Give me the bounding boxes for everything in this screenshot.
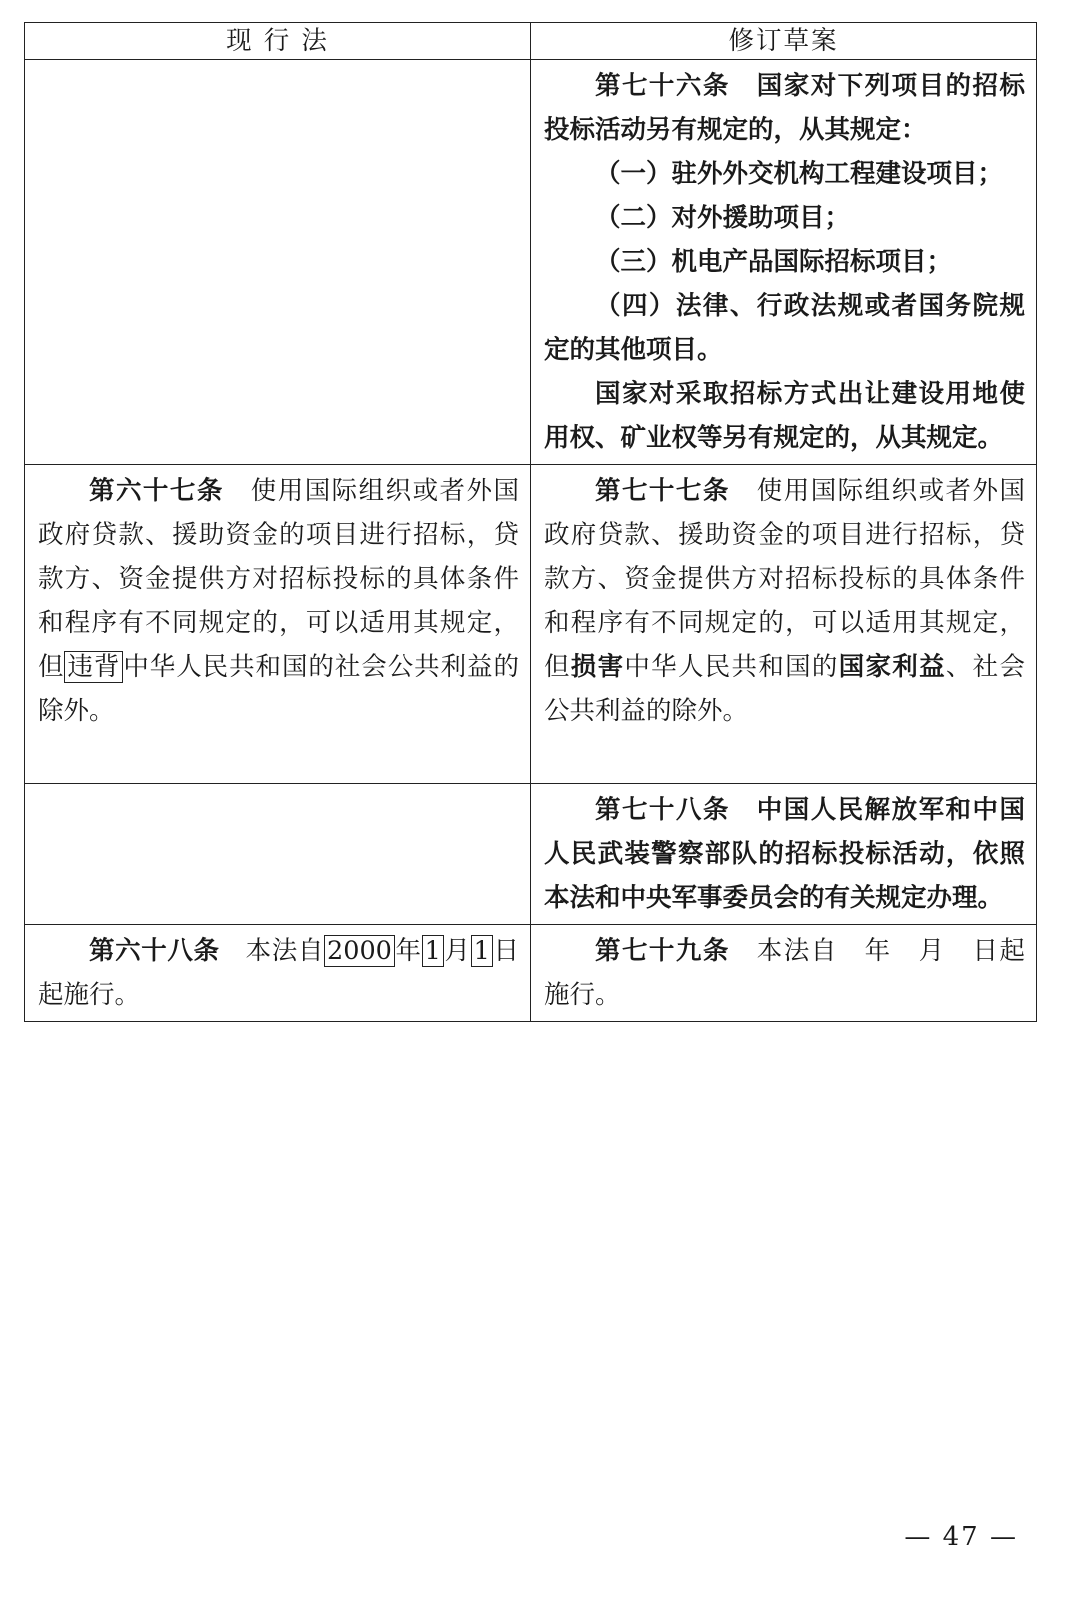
article-68-text-2: 年 [394,936,422,966]
article-76-item-2: （二）对外援助项目； [595,203,851,233]
article-76-heading: 第七十六条 [595,71,730,101]
comparison-table [24,22,1037,1022]
boxed-year: 2000 [324,935,395,967]
article-77-bold-change-1: 损害 [570,652,625,682]
article-67-text-after: 中华人民共和国的社会公共利益的除外。 [38,652,519,726]
article-68-text-1: 本法自 [245,936,325,966]
article-67-paragraph [38,469,519,733]
article-77-text-mid: 中华人民共和国的 [624,652,839,682]
article-77-bold-change-2: 国家利益 [838,652,946,682]
table-row [25,784,1037,925]
article-68-paragraph [38,929,519,1017]
article-76-item-1: （一）驻外外交机构工程建设项目； [595,159,1004,189]
article-67-text-before: 使用国际组织或者外国政府贷款、援助资金的项目进行招标，贷款方、资金提供方对招标投标的具体条件和程序有不同规定的，可以适用其规定，但 [38,476,519,682]
draft-cell-article-78 [531,784,1037,925]
header-draft-revision: 修订草案 [531,23,1037,60]
draft-cell-article-77 [531,465,1037,784]
draft-cell-article-79 [531,925,1037,1022]
article-79-text: 本法自 年 月 日起施行。 [544,936,1025,1010]
header-current-law: 现 行 法 [25,23,531,60]
page-number-text: — 47 — [904,1522,1018,1552]
table-row [25,60,1037,465]
boxed-day: 1 [471,935,493,967]
article-76-extra: 国家对采取招标方式出让建设用地使用权、矿业权等另有规定的，从其规定。 [544,379,1025,453]
current-law-cell-article-68 [25,925,531,1022]
article-77-text-after: 、社会公共利益的除外。 [544,652,1025,726]
article-77-heading: 第七十七条 [595,476,730,506]
article-76-intro: 国家对下列项目的招标投标活动另有规定的，从其规定： [544,71,1025,145]
current-law-cell-empty [25,784,531,925]
article-79-paragraph [544,929,1025,1017]
article-78-heading: 第七十八条 [595,795,730,825]
article-76-paragraph [544,64,1025,152]
boxed-change-marker: 违背 [64,651,123,683]
article-76-item-3: （三）机电产品国际招标项目； [595,247,953,277]
article-68-text-4: 日起施行。 [38,936,519,1010]
article-76-item-4: （四）法律、行政法规或者国务院规定的其他项目。 [544,291,1025,365]
article-77-paragraph [544,469,1025,733]
table-header-row [25,23,1037,60]
table-row [25,925,1037,1022]
article-68-text-3: 月 [443,936,471,966]
article-78-paragraph [544,788,1025,920]
article-78-text: 中国人民解放军和中国人民武装警察部队的招标投标活动，依照本法和中央军事委员会的有关规定办理。 [544,795,1025,913]
draft-cell-article-76 [531,60,1037,465]
current-law-cell-empty [25,60,531,465]
table-row [25,465,1037,784]
article-68-heading: 第六十八条 [89,936,220,966]
current-law-cell-article-67 [25,465,531,784]
page-number [0,1522,1080,1552]
article-79-heading: 第七十九条 [595,936,730,966]
article-77-text-before: 使用国际组织或者外国政府贷款、援助资金的项目进行招标，贷款方、资金提供方对招标投标的具体条件和程序有不同规定的，可以适用其规定，但 [544,476,1025,682]
boxed-month: 1 [422,935,444,967]
article-67-heading: 第六十七条 [89,476,224,506]
